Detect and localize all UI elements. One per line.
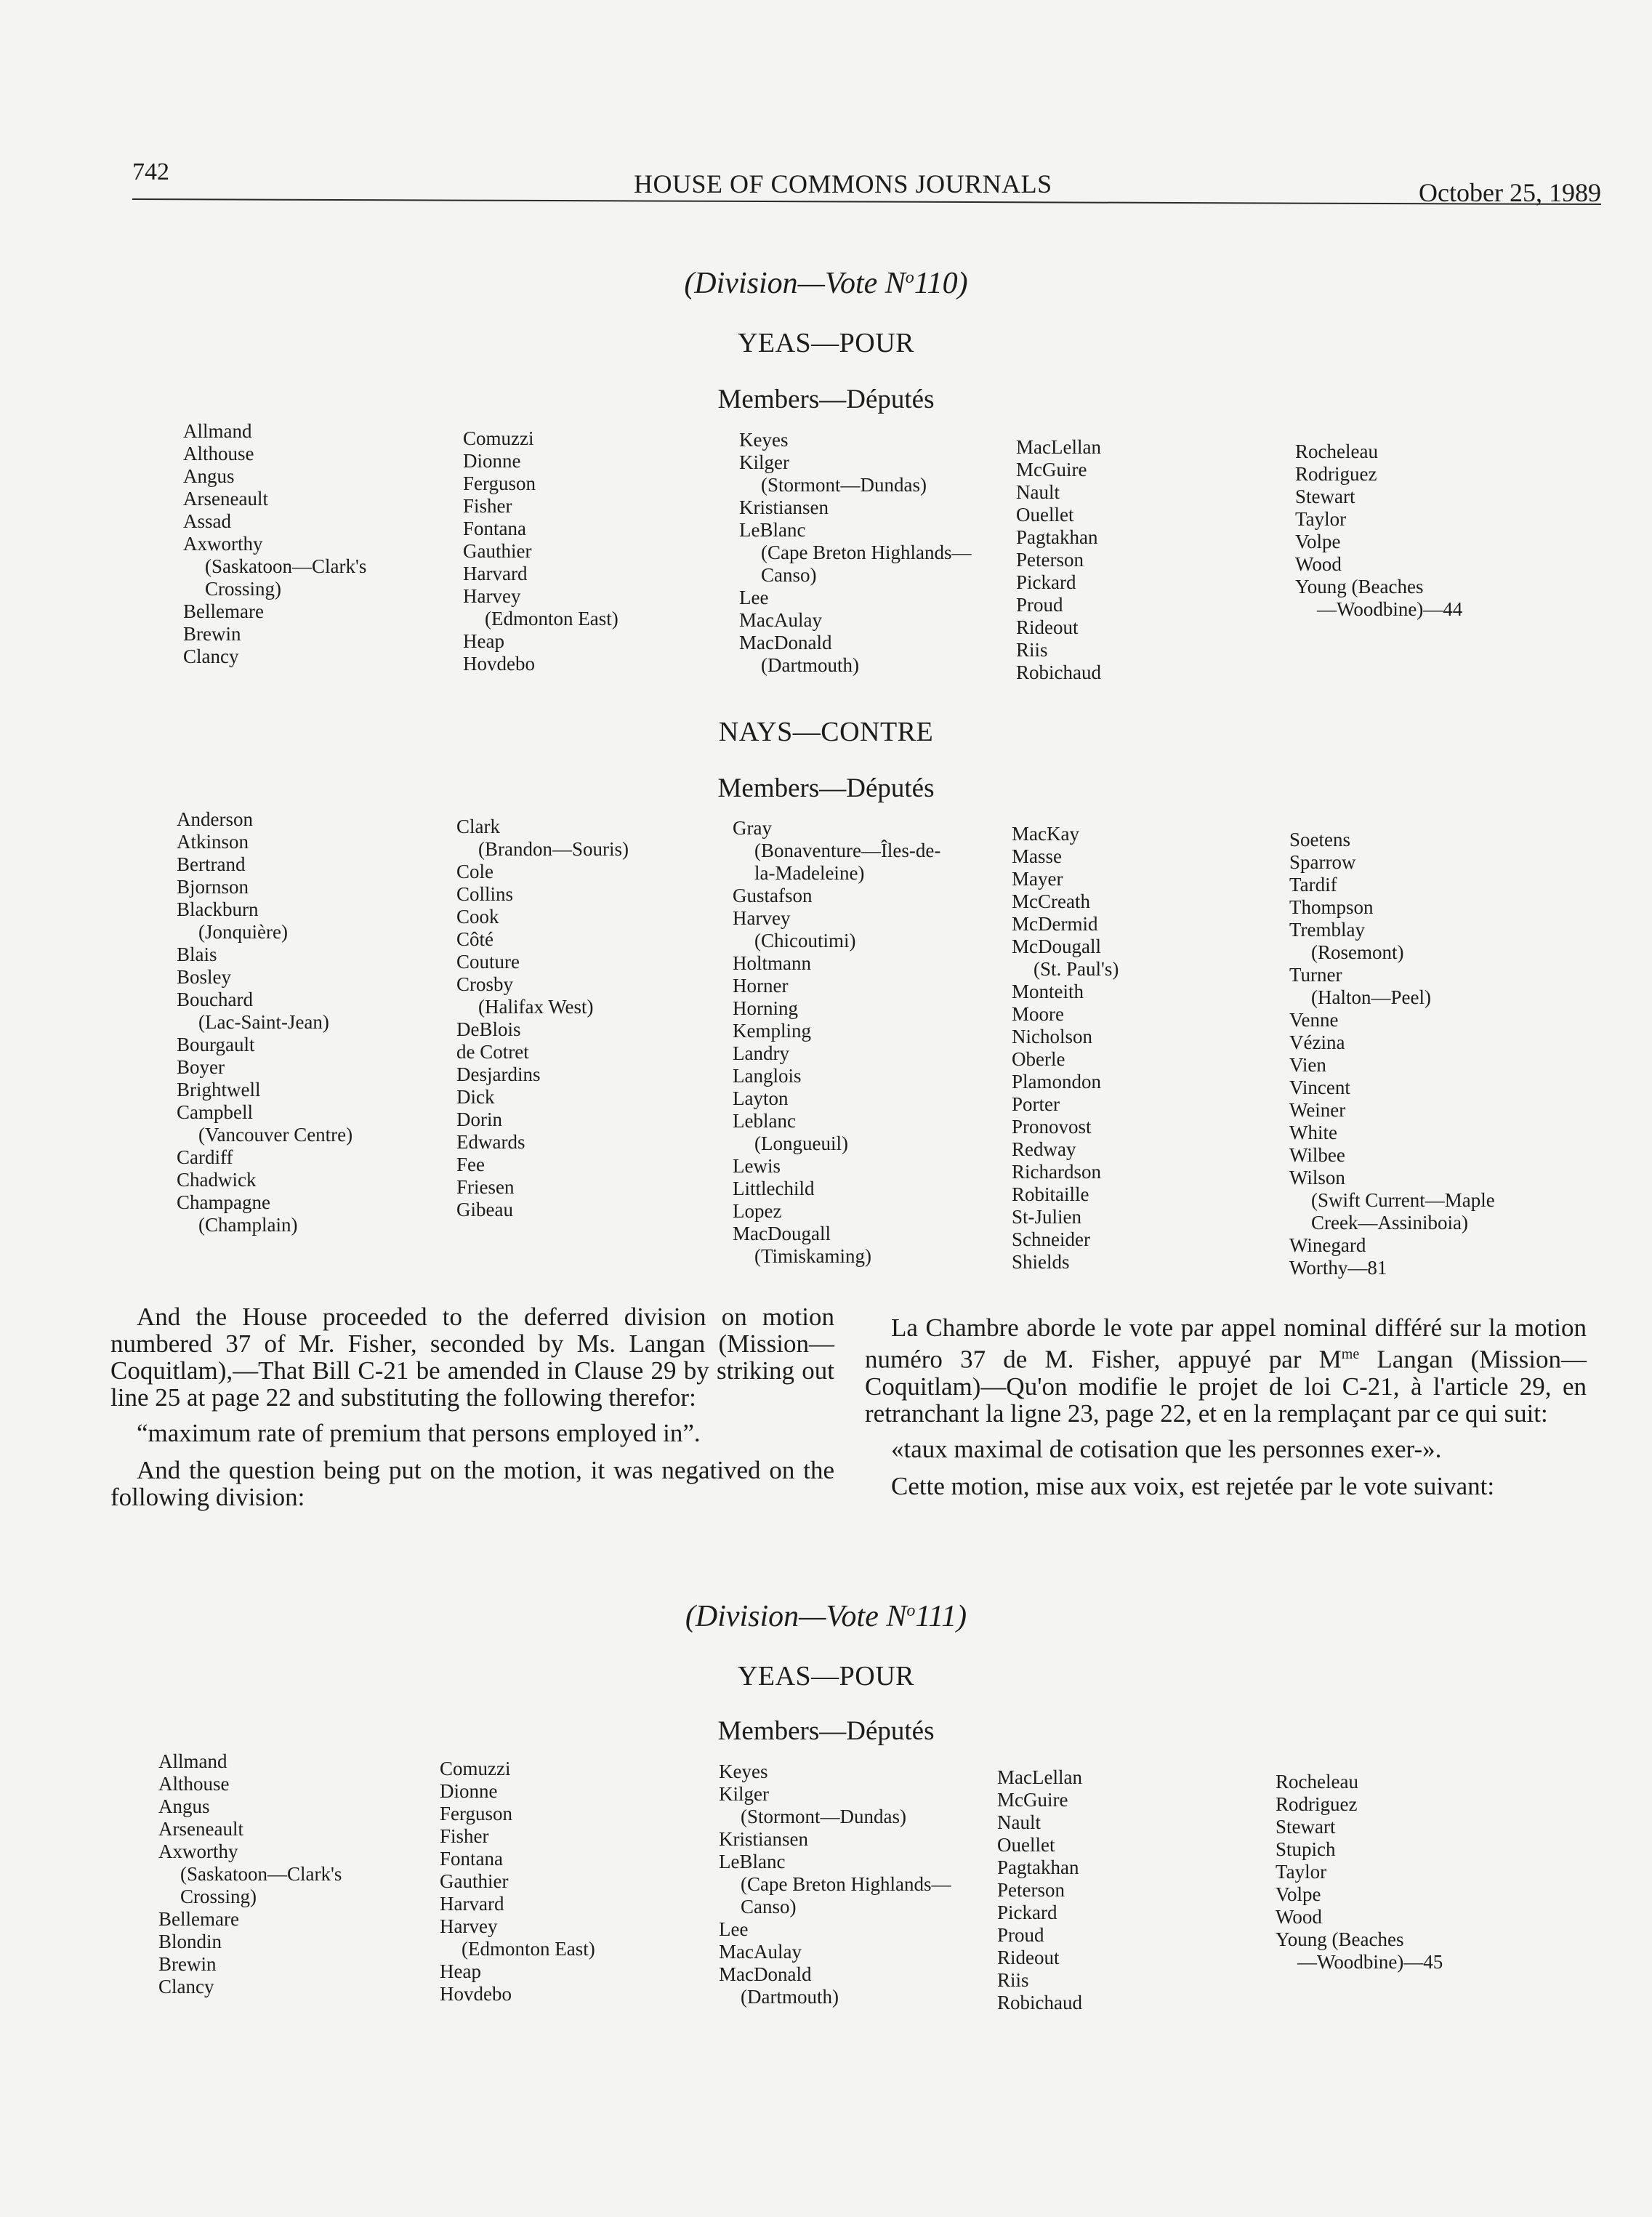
member-name: Pagtakhan [997,1856,1079,1878]
division-111-title: (Division—Vote $N^o111$) [685,1600,967,1633]
member-riding: (Edmonton East) [485,608,619,629]
member-name: Allmand [183,420,252,442]
division-110-nays-members-heading: Members—Députés [717,773,935,803]
member-name: Harvey [733,907,791,929]
member-name: Tardif [1289,874,1337,896]
member-name: Pickard [997,1902,1057,1923]
member-name: Bertrand [177,853,246,875]
member-name: MacAulay [719,1941,802,1963]
member-name: Robitaille [1012,1183,1089,1205]
member-name: Taylor [1276,1861,1327,1883]
member-name: Tremblay [1289,919,1366,941]
member-name: Gauthier [463,540,532,562]
member-riding: la-Madeleine) [754,862,865,884]
member-name: Kempling [733,1020,811,1042]
yeas-111-col-5 [1276,1771,1443,1973]
member-name: MacDougall [733,1223,831,1244]
member-name: Wilson [1289,1167,1345,1188]
yeas-111-col-4 [997,1766,1082,2014]
member-name: Stewart [1295,486,1355,507]
member-name: McDermid [1012,913,1098,935]
member-name: Porter [1012,1093,1060,1115]
member-name: Oberle [1012,1048,1065,1070]
member-name: Dorin [456,1108,502,1130]
member-name: Keyes [719,1761,768,1782]
english-paragraph-1: And the House proceeded to the deferred division on motion numbered 37 of Mr. Fisher, seconded by Ms. Langan (Mission—Coquitlam),—That Bill C-21 be amended in Clause 29 by striking out line 25 at page 22 and substituting the following therefor: [110,1303,834,1412]
member-riding: (Dartmouth) [741,1986,839,2008]
member-name: Lewis [733,1155,781,1177]
member-name: Wood [1295,553,1342,575]
yeas-110-col-5 [1295,440,1462,621]
member-name: Riis [997,1969,1029,1991]
member-name: Winegard [1289,1234,1366,1256]
member-name: MacDonald [719,1963,812,1985]
member-name: Friesen [456,1176,515,1198]
member-name: Young (Beaches [1276,1928,1404,1950]
member-riding: (Dartmouth) [761,654,859,676]
yeas-110-col-3 [739,429,971,677]
member-riding: —Woodbine)—45 [1297,1951,1443,1973]
member-name: Clancy [183,645,239,667]
member-name: Robichaud [997,1992,1082,2013]
member-name: Ferguson [440,1803,513,1824]
member-name: Kristiansen [739,496,829,518]
page-header [132,158,1601,207]
member-name: MacKay [1012,823,1079,845]
member-riding: (Saskatoon—Clark's [180,1863,342,1885]
member-name: Bourgault [177,1034,255,1055]
yeas-110-col-4 [1016,436,1101,684]
member-name: Vincent [1289,1077,1350,1098]
member-name: Comuzzi [440,1758,511,1779]
member-riding: (Bonaventure—Îles-de- [754,840,941,861]
member-name: Arseneault [183,488,268,510]
member-name: Lee [719,1918,749,1940]
member-name: Collins [456,883,514,905]
division-110-nays-heading: NAYS—CONTRE [718,717,934,747]
member-name: Crosby [456,973,514,995]
english-quote: “maximum rate of premium that persons employed in”. [137,1419,701,1447]
member-name: Blackburn [177,898,259,920]
member-name: Monteith [1012,981,1084,1002]
member-name: White [1289,1122,1337,1143]
member-name: Cook [456,906,499,928]
member-name: DeBlois [456,1018,521,1040]
member-name: Harvard [440,1893,504,1915]
division-110-title: (Division—Vote $N^o110$) [684,267,968,300]
member-riding: (Vancouver Centre) [198,1124,353,1146]
member-name: Gustafson [733,885,813,906]
member-name: Keyes [739,429,789,451]
member-name: de Cotret [456,1041,529,1063]
member-name: Dick [456,1086,495,1108]
yeas-111-col-2 [440,1758,595,2005]
member-name: Harvey [440,1915,498,1937]
member-name: Allmand [158,1750,227,1772]
member-name: Rodriguez [1295,463,1377,485]
member-name: Dionne [440,1780,498,1802]
member-name: Leblanc [733,1110,796,1132]
member-name: Worthy—81 [1289,1257,1387,1279]
member-name: Kilger [719,1783,769,1805]
member-name: Thompson [1289,896,1374,918]
member-name: Turner [1289,964,1342,986]
member-name: Dionne [463,450,521,472]
yeas-110-col-2 [463,427,619,675]
member-name: Taylor [1295,508,1347,530]
member-name: Moore [1012,1003,1064,1025]
member-name: Brewin [158,1953,217,1975]
nays-110-col-2 [456,816,629,1221]
member-name: Bosley [177,966,232,988]
nays-110-col-5 [1289,829,1495,1279]
member-name: Young (Beaches [1295,576,1424,597]
member-name: Fisher [440,1825,489,1847]
member-name: Comuzzi [463,427,534,449]
member-name: Pronovost [1012,1116,1092,1138]
yeas-111-col-1 [158,1750,342,1998]
member-name: Horning [733,997,798,1019]
member-riding: (Chicoutimi) [754,930,856,951]
nays-110-col-3 [733,817,940,1268]
member-name: Harvard [463,563,528,584]
member-name: Arseneault [158,1818,243,1840]
member-name: Robichaud [1016,661,1101,683]
member-name: Ouellet [1016,504,1074,526]
member-name: MacLellan [1016,436,1101,458]
member-riding: (Jonquière) [198,921,288,943]
member-name: MacAulay [739,609,822,631]
member-name: Harvey [463,585,521,607]
member-name: Layton [733,1087,789,1109]
division-110-yeas-heading: YEAS—POUR [737,328,915,358]
member-name: Proud [1016,594,1063,616]
member-name: Rideout [1016,616,1079,638]
member-name: Wood [1276,1906,1322,1928]
member-name: Rideout [997,1947,1060,1968]
member-name: Hovdebo [463,653,535,675]
member-name: Chadwick [177,1169,257,1191]
member-name: MacDonald [739,632,832,653]
member-name: Nault [997,1811,1041,1833]
division-111-yeas-heading: YEAS—POUR [737,1661,915,1691]
member-name: Rodriguez [1276,1793,1358,1815]
division-110-yeas-members-heading: Members—Députés [717,385,935,414]
member-name: Assad [183,510,231,532]
member-name: Shields [1012,1251,1070,1273]
member-name: Landry [733,1042,789,1064]
member-name: Pagtakhan [1016,526,1098,548]
member-name: Blondin [158,1931,222,1952]
member-name: Atkinson [177,831,249,853]
member-name: Pickard [1016,571,1076,593]
member-name: Blais [177,943,217,965]
member-name: Axworthy [158,1840,238,1862]
member-name: Riis [1016,639,1048,661]
member-riding: (Brandon—Souris) [478,838,629,860]
member-name: Campbell [177,1101,253,1123]
member-name: Anderson [177,808,253,830]
member-riding: Crossing) [180,1886,257,1907]
member-name: Volpe [1276,1883,1321,1905]
member-riding: (Saskatoon—Clark's [205,555,367,577]
member-name: Clancy [158,1976,214,1997]
page-number: 742 [132,158,169,185]
french-paragraph-1: La Chambre aborde le vote par appel nominal différé sur la motion numéro 37 de M. Fisher, appuyé par $M^{me}$ Langan (Mission—Coquitlam)—Qu'on modifie le projet de loi C-21, à l'article 29, en retranchant la ligne 23, page 22, et en la remplaçant par ce qui suit: [865,1313,1587,1428]
member-riding: Crossing) [205,578,282,600]
member-name: Axworthy [183,533,263,555]
member-name: Weiner [1289,1099,1346,1121]
member-name: Kilger [739,451,789,473]
member-name: Peterson [1016,549,1084,571]
member-name: Angus [158,1795,210,1817]
member-name: Lee [739,587,769,608]
member-riding: (Halifax West) [478,996,594,1018]
member-name: Rocheleau [1276,1771,1358,1792]
member-riding: (Stormont—Dundas) [741,1806,906,1827]
member-name: LeBlanc [719,1851,786,1872]
french-text [865,1314,1587,1508]
yeas-110-col-1 [183,420,366,668]
member-name: Volpe [1295,531,1341,552]
member-riding: (Cape Breton Highlands— [761,542,972,563]
member-name: Bjornson [177,876,249,898]
member-name: Masse [1012,845,1062,867]
member-name: Champagne [177,1191,270,1213]
journal-title: HOUSE OF COMMONS JOURNALS [634,169,1052,198]
member-name: Edwards [456,1131,525,1153]
member-name: Brightwell [177,1079,261,1101]
member-name: Vien [1289,1054,1326,1076]
member-name: Côté [456,928,493,950]
member-name: Littlechild [733,1178,815,1199]
member-name: McGuire [1016,459,1087,480]
member-name: Hovdebo [440,1983,512,2005]
member-name: Cardiff [177,1146,233,1168]
french-paragraph-2: Cette motion, mise aux voix, est rejetée par le vote suivant: [891,1471,1495,1500]
member-name: Proud [997,1924,1044,1946]
member-name: Gray [733,817,772,839]
member-riding: (Halton—Peel) [1311,986,1431,1008]
member-name: Heap [463,630,504,652]
member-name: Brewin [183,623,241,645]
member-name: Fisher [463,495,512,517]
english-text [110,1303,834,1519]
member-name: Rocheleau [1295,440,1378,462]
member-name: Langlois [733,1065,802,1087]
member-name: Sparrow [1289,851,1356,873]
member-name: Desjardins [456,1063,541,1085]
member-name: Bellemare [158,1908,239,1930]
member-name: Boyer [177,1056,225,1078]
member-name: Couture [456,951,520,973]
header-rule [132,198,1601,205]
member-name: Schneider [1012,1228,1090,1250]
member-name: Soetens [1289,829,1350,850]
nays-110-col-4 [1012,823,1119,1274]
member-name: Venne [1289,1009,1339,1031]
member-name: Nault [1016,481,1060,503]
member-name: MacLellan [997,1766,1082,1788]
member-name: Gauthier [440,1870,509,1892]
member-name: McDougall [1012,936,1101,957]
french-quote: «taux maximal de cotisation que les personnes exer-». [891,1434,1442,1463]
journal-date: October 25, 1989 [1419,178,1601,207]
member-name: Nicholson [1012,1026,1092,1047]
member-name: Stupich [1276,1838,1336,1860]
english-paragraph-2: And the question being put on the motion, it was negatived on the following division: [110,1456,834,1511]
member-name: McCreath [1012,890,1090,912]
member-name: Bellemare [183,600,264,622]
member-riding: Creek—Assiniboia) [1311,1212,1468,1234]
member-name: Althouse [183,443,254,464]
member-name: McGuire [997,1789,1068,1811]
member-riding: (Longueuil) [754,1132,848,1154]
member-name: Kristiansen [719,1828,808,1850]
member-name: Heap [440,1960,481,1982]
member-name: Althouse [158,1773,230,1795]
member-name: Wilbee [1289,1144,1345,1166]
member-name: Stewart [1276,1816,1336,1838]
member-name: St-Julien [1012,1206,1082,1228]
member-riding: (Edmonton East) [462,1938,595,1960]
yeas-111-col-3 [719,1761,951,2008]
member-riding: (Timiskaming) [754,1245,872,1267]
member-name: Cole [456,861,493,882]
member-riding: (Cape Breton Highlands— [741,1873,951,1895]
member-riding: Canso) [741,1896,797,1918]
member-name: Plamondon [1012,1071,1102,1093]
member-riding: —Woodbine)—44 [1317,598,1463,620]
member-name: Vézina [1289,1031,1345,1053]
member-name: Fontana [440,1848,503,1870]
member-name: Holtmann [733,952,811,974]
member-riding: (St. Paul's) [1033,958,1119,980]
nays-110-col-1 [177,808,352,1236]
member-name: Fee [456,1154,485,1175]
member-name: Redway [1012,1138,1076,1160]
member-name: Angus [183,465,235,487]
member-name: Peterson [997,1879,1065,1901]
member-riding: (Champlain) [198,1214,298,1236]
member-name: Richardson [1012,1161,1101,1183]
member-name: Mayer [1012,868,1063,890]
division-111-yeas-members-heading: Members—Députés [717,1716,935,1746]
member-name: Fontana [463,518,526,539]
member-name: LeBlanc [739,519,806,541]
member-riding: (Swift Current—Maple [1311,1189,1495,1211]
member-name: Ferguson [463,472,536,494]
member-name: Horner [733,975,789,997]
member-name: Bouchard [177,989,253,1010]
member-name: Clark [456,816,500,837]
member-riding: (Lac-Saint-Jean) [198,1011,329,1033]
member-name: Gibeau [456,1199,513,1220]
member-riding: Canso) [761,564,817,586]
member-riding: (Stormont—Dundas) [761,474,927,496]
member-name: Ouellet [997,1834,1055,1856]
member-riding: (Rosemont) [1311,941,1404,963]
member-name: Lopez [733,1200,782,1222]
